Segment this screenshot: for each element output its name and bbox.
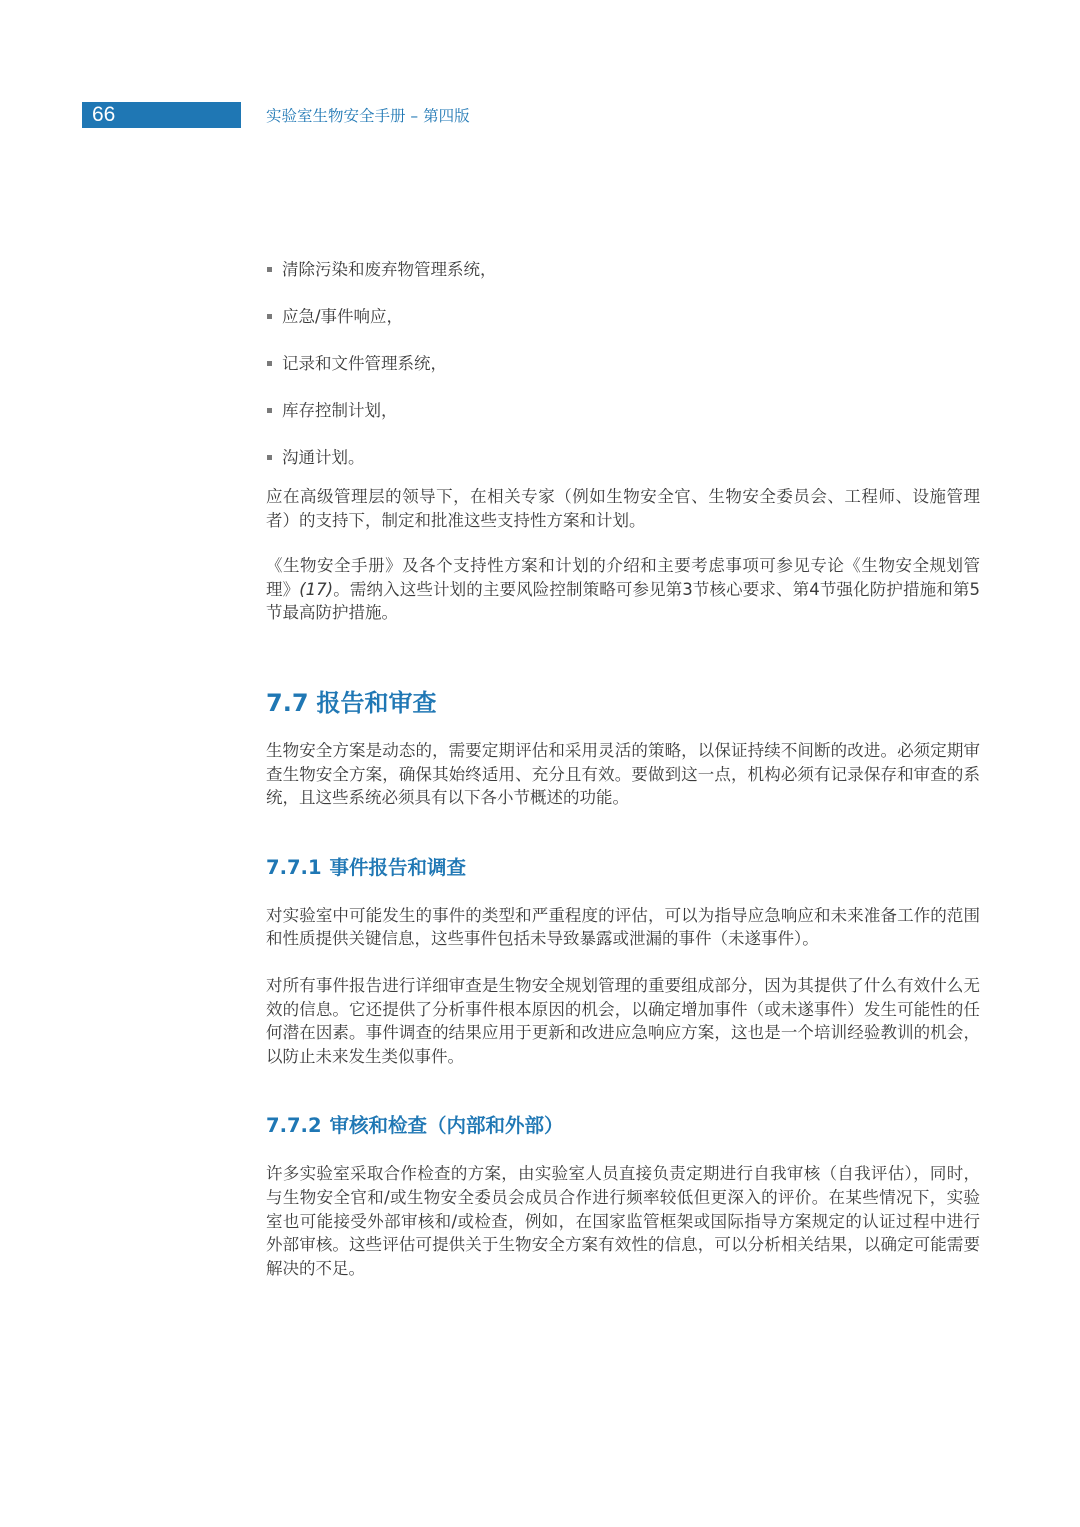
subsection-number: 7.7.2 xyxy=(266,1114,322,1138)
list-item-text: 沟通计划。 xyxy=(282,448,365,467)
square-bullet-icon xyxy=(267,408,272,413)
list-item-text: 库存控制计划， xyxy=(282,401,398,420)
list-item-text: 记录和文件管理系统， xyxy=(282,354,447,373)
list-item xyxy=(266,258,980,282)
subsection-title: 审核和检查（内部和外部） xyxy=(329,1114,564,1138)
list-item xyxy=(266,352,980,376)
paragraph-audit-inspection: 许多实验室采取合作检查的方案，由实验室人员直接负责定期进行自我审核（自我评估），同时，与生物安全官和/或生物安全委员会成员合作进行频率较低但更深入的评价。在某些情况下，实验室也可能接受外部审核和/或检查，例如，在国家监管框架或国际指导方案规定的认证过程中进行外部审核。这些评估可提供关于生物安全方案有效性的信息，可以分析相关结果，以确定可能需要解决的不足。 xyxy=(266,1164,980,1278)
paragraph-incident-assessment: 对实验室中可能发生的事件的类型和严重程度的评估，可以为指导应急响应和未来准备工作的范围和性质提供关键信息，这些事件包括未导致暴露或泄漏的事件（未遂事件）。 xyxy=(266,905,980,949)
paragraph-section-intro: 生物安全方案是动态的，需要定期评估和采用灵活的策略，以保证持续不间断的改进。必须定期审查生物安全方案，确保其始终适用、充分且有效。要做到这一点，机构必须有记录保存和审查的系统，且这些系统必须具有以下各小节概述的功能。 xyxy=(266,740,980,808)
citation-reference: (17) xyxy=(299,579,334,599)
paragraph-incident-review: 对所有事件报告进行详细审查是生物安全规划管理的重要组成部分，因为其提供了什么有效什么无效的信息。它还提供了分析事件根本原因的机会，以确定增加事件（或未遂事件）发生可能性的任何潜在因素。事件调查的结果应用于更新和改进应急响应方案，这也是一个培训经验教训的机会，以防止未来发生类似事件。 xyxy=(266,975,980,1066)
paragraph-text: 。需纳入这些计划的主要风险控制策略可参见第3节核心要求、第4节强化防护措施和第5节最高防护措施。 xyxy=(266,579,980,623)
subsection-number: 7.7.1 xyxy=(266,855,322,879)
paragraph-text: 《生物安全手册》及各个支持性方案和计划的介绍和主要考虑事项可参见专论《生物安全规划管理》 xyxy=(266,556,980,599)
running-header-title: 实验室生物安全手册 – 第四版 xyxy=(266,107,470,125)
section-heading-7-7 xyxy=(266,687,980,719)
list-item xyxy=(266,305,980,329)
list-item-text: 应急/事件响应， xyxy=(282,307,404,326)
square-bullet-icon xyxy=(267,455,272,460)
page-number: 66 xyxy=(82,102,241,128)
section-title: 报告和审查 xyxy=(316,688,437,717)
page-content xyxy=(266,258,980,1280)
square-bullet-icon xyxy=(267,267,272,272)
subsection-heading-7-7-2 xyxy=(266,1112,980,1140)
subsection-heading-7-7-1 xyxy=(266,854,980,882)
subsection-title: 事件报告和调查 xyxy=(329,855,467,879)
list-item xyxy=(266,399,980,423)
square-bullet-icon xyxy=(267,314,272,319)
square-bullet-icon xyxy=(267,361,272,366)
list-item xyxy=(266,446,980,470)
list-item-text: 清除污染和废弃物管理系统， xyxy=(282,260,497,279)
section-number: 7.7 xyxy=(266,688,309,717)
paragraph-handbook-reference xyxy=(266,554,980,625)
paragraph-support-plans: 应在高级管理层的领导下，在相关专家（例如生物安全官、生物安全委员会、工程师、设施管理者）的支持下，制定和批准这些支持性方案和计划。 xyxy=(266,487,980,530)
bullet-list xyxy=(266,258,980,470)
